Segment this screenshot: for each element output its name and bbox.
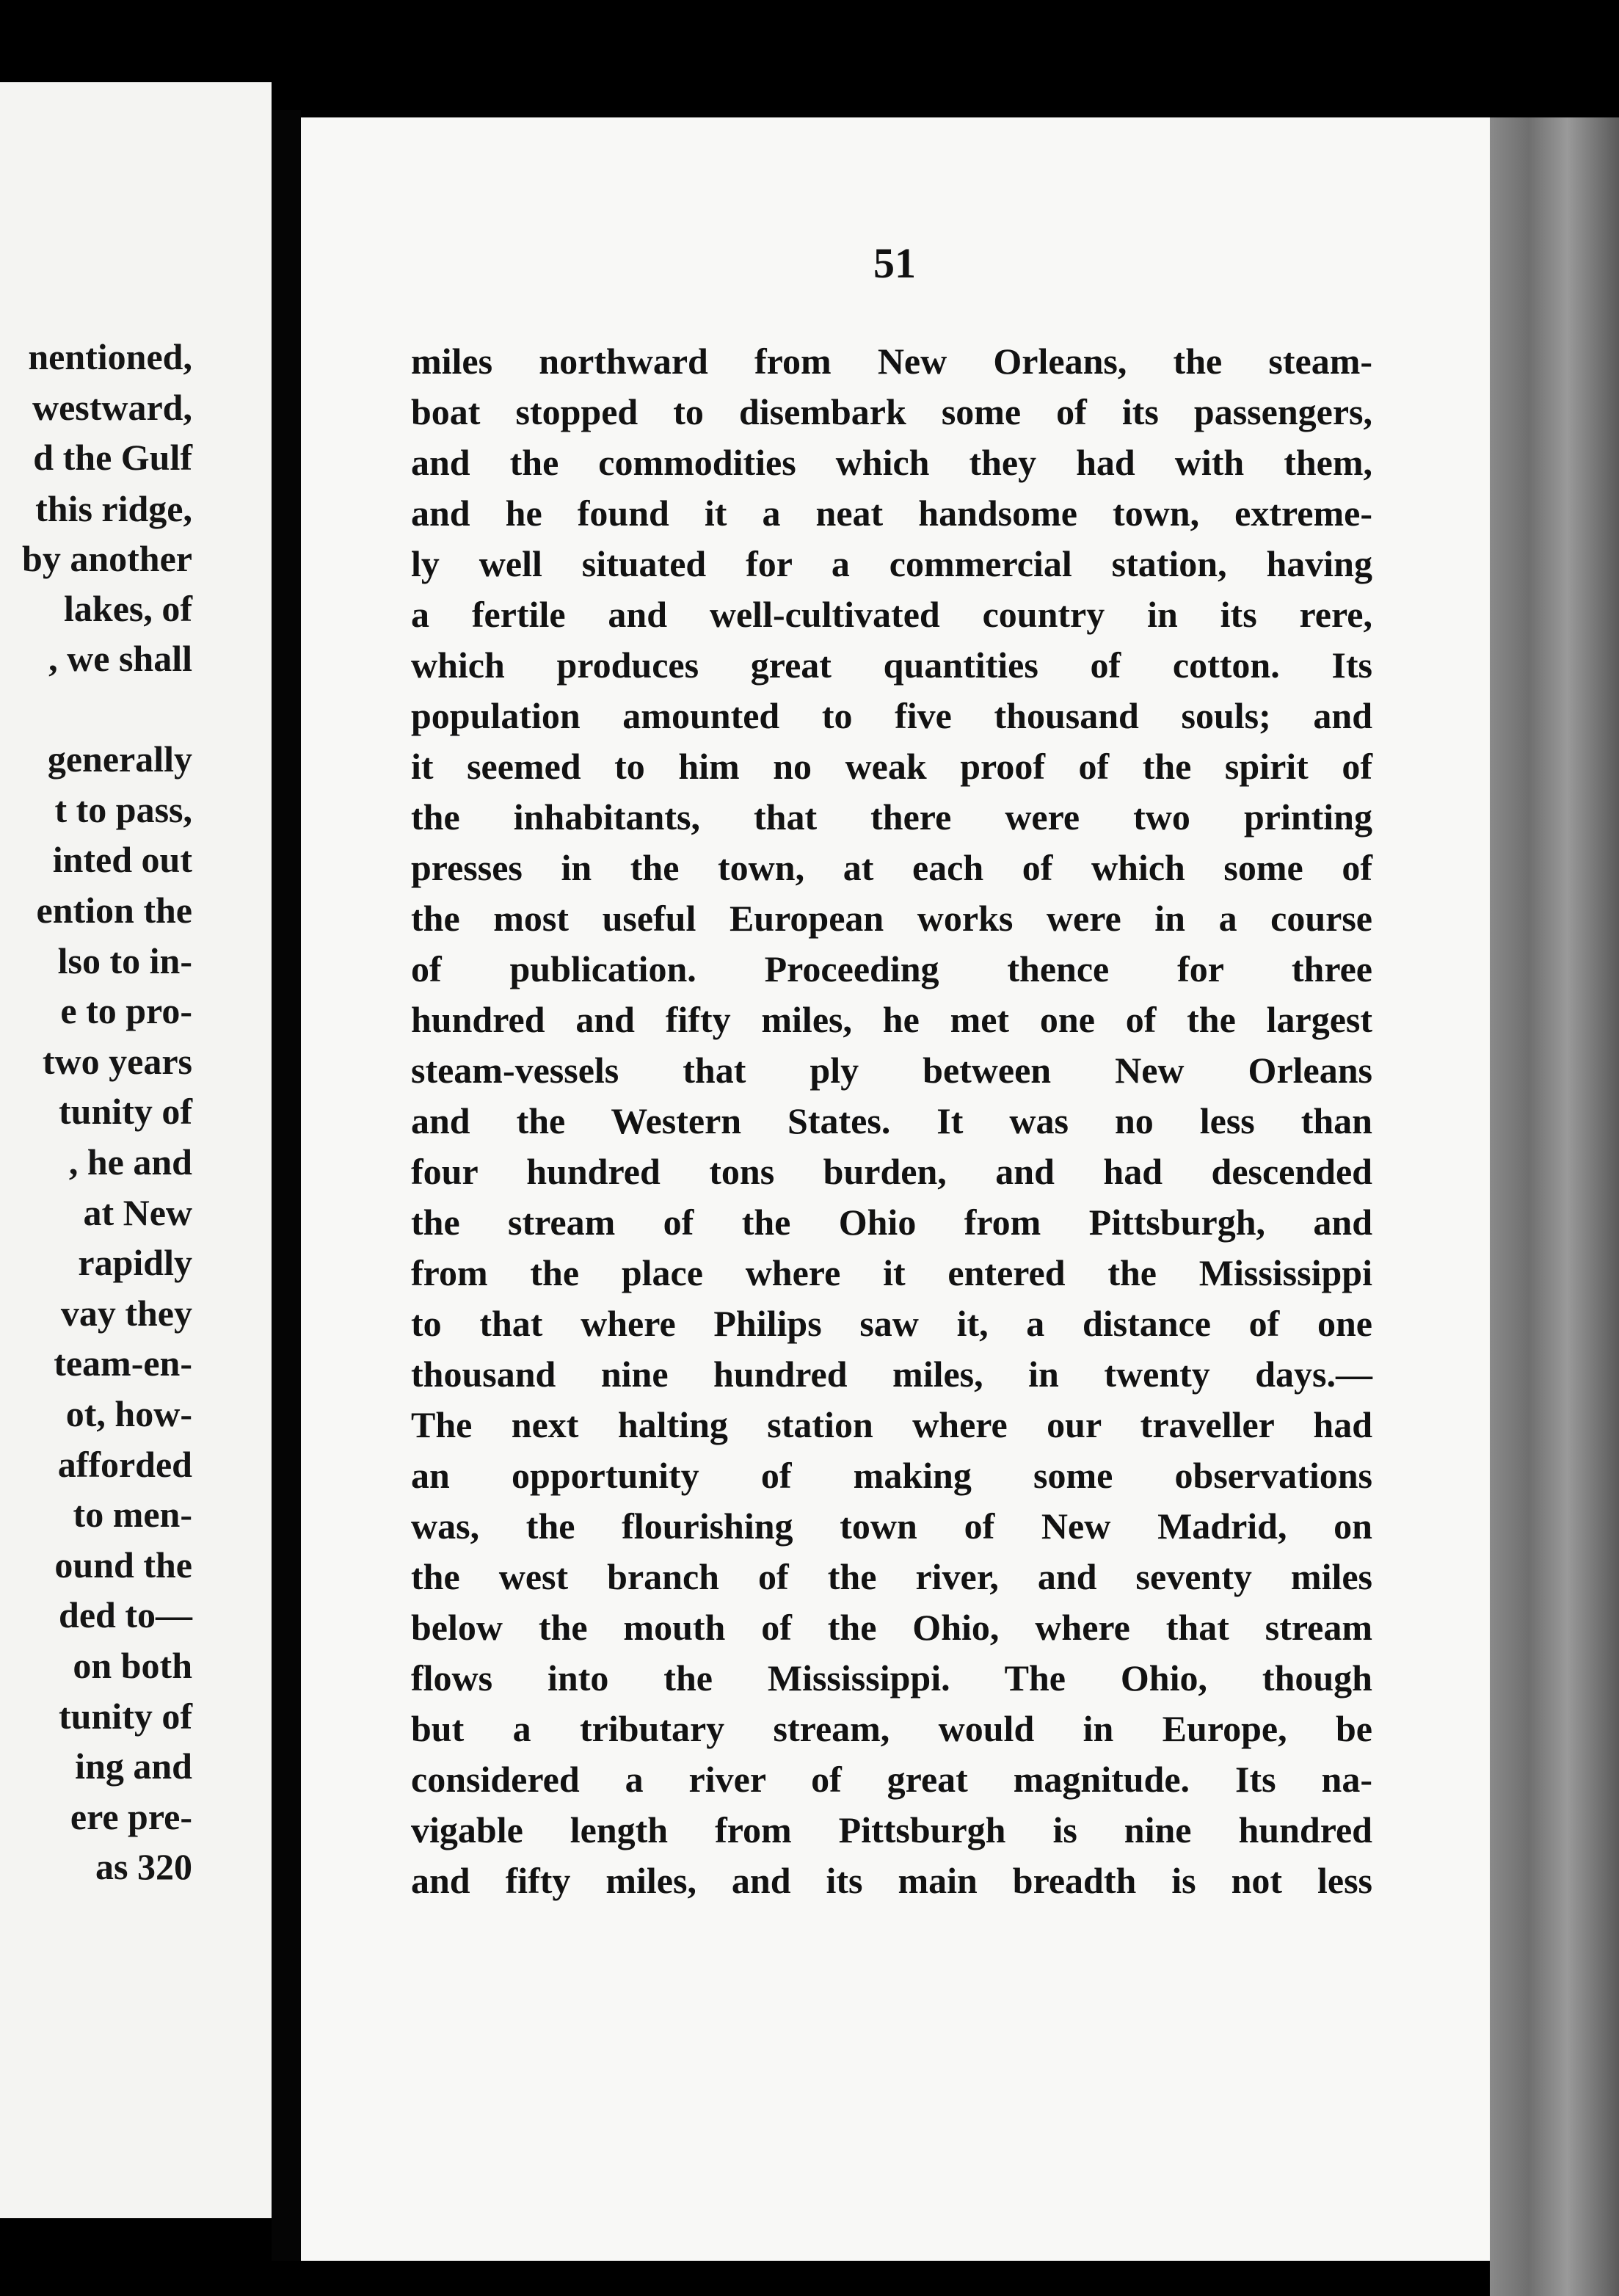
text-line: an opportunity of making some observations <box>411 1455 1372 1496</box>
page-edge <box>1490 117 1619 2296</box>
text-line: a fertile and well-cultivated country in its rere, <box>411 594 1372 635</box>
text-line: boat stopped to disembark some of its passengers, <box>411 391 1372 432</box>
text-line: and the Western States. It was no less than <box>411 1100 1372 1141</box>
text-line: considered a river of great magnitude. Its na- <box>411 1759 1372 1800</box>
text-line: steam-vessels that ply between New Orleans <box>411 1050 1372 1091</box>
left-line: vay they <box>60 1293 192 1334</box>
text-line: thousand nine hundred miles, in twenty days.— <box>411 1354 1372 1395</box>
text-line: it seemed to him no weak proof of the spirit of <box>411 746 1372 787</box>
text-line: of publication. Proceeding thence for three <box>411 948 1372 989</box>
left-line: tunity of <box>59 1091 192 1132</box>
left-line: , we shall <box>48 638 192 679</box>
left-line: on both <box>73 1645 192 1686</box>
left-line: team-en- <box>54 1343 192 1384</box>
text-line: and the commodities which they had with them, <box>411 442 1372 483</box>
left-line: ded to— <box>59 1594 192 1635</box>
left-line: by another <box>22 538 192 579</box>
text-line: the stream of the Ohio from Pittsburgh, and <box>411 1202 1372 1243</box>
left-line: generally <box>47 738 192 780</box>
text-line: but a tributary stream, would in Europe, be <box>411 1708 1372 1749</box>
text-line: The next halting station where our traveller had <box>411 1404 1372 1445</box>
left-page-fragment <box>0 82 272 2218</box>
text-line: was, the flourishing town of New Madrid, on <box>411 1505 1372 1547</box>
left-line: rapidly <box>78 1242 192 1283</box>
left-line: afforded <box>57 1444 192 1485</box>
left-line: to men- <box>73 1494 192 1535</box>
left-line: two years <box>42 1041 192 1082</box>
left-line: ere pre- <box>70 1796 192 1837</box>
left-line: at New <box>83 1192 192 1233</box>
left-line: as 320 <box>95 1846 192 1887</box>
left-line: inted out <box>52 839 192 880</box>
text-line: the west branch of the river, and seventy miles <box>411 1556 1372 1597</box>
left-line: t to pass, <box>54 789 192 830</box>
text-line: and he found it a neat handsome town, extreme- <box>411 493 1372 534</box>
left-line: e to pro- <box>60 990 192 1031</box>
left-line: lakes, of <box>64 588 192 629</box>
text-line: presses in the town, at each of which some of <box>411 847 1372 888</box>
text-line: which produces great quantities of cotton. Its <box>411 644 1372 686</box>
left-line: d the Gulf <box>33 437 192 478</box>
left-line: ound the <box>54 1544 192 1585</box>
left-line: ot, how- <box>65 1393 192 1434</box>
text-line: the inhabitants, that there were two printing <box>411 796 1372 838</box>
left-line: , he and <box>68 1141 192 1182</box>
text-line: the most useful European works were in a course <box>411 898 1372 939</box>
text-line: miles northward from New Orleans, the steam- <box>411 341 1372 382</box>
text-line: flows into the Mississippi. The Ohio, though <box>411 1657 1372 1699</box>
left-line: ing and <box>75 1745 192 1787</box>
text-line: four hundred tons burden, and had descended <box>411 1151 1372 1192</box>
left-line: westward, <box>32 387 192 428</box>
left-line: ention the <box>36 890 192 931</box>
page-number: 51 <box>873 239 916 287</box>
text-line: ly well situated for a commercial station, having <box>411 543 1372 584</box>
left-line: nentioned, <box>28 336 192 377</box>
left-line: tunity of <box>59 1696 192 1737</box>
text-line: to that where Philips saw it, a distance of one <box>411 1303 1372 1344</box>
text-line: hundred and fifty miles, he met one of the largest <box>411 999 1372 1040</box>
text-line: population amounted to five thousand souls; and <box>411 695 1372 736</box>
text-line: from the place where it entered the Mississippi <box>411 1252 1372 1293</box>
text-line: below the mouth of the Ohio, where that stream <box>411 1607 1372 1648</box>
text-line: and fifty miles, and its main breadth is not less <box>411 1860 1372 1901</box>
book-spine <box>272 110 301 2261</box>
left-line: lso to in- <box>57 940 192 981</box>
text-line: vigable length from Pittsburgh is nine hundred <box>411 1809 1372 1850</box>
left-line: this ridge, <box>35 488 192 529</box>
